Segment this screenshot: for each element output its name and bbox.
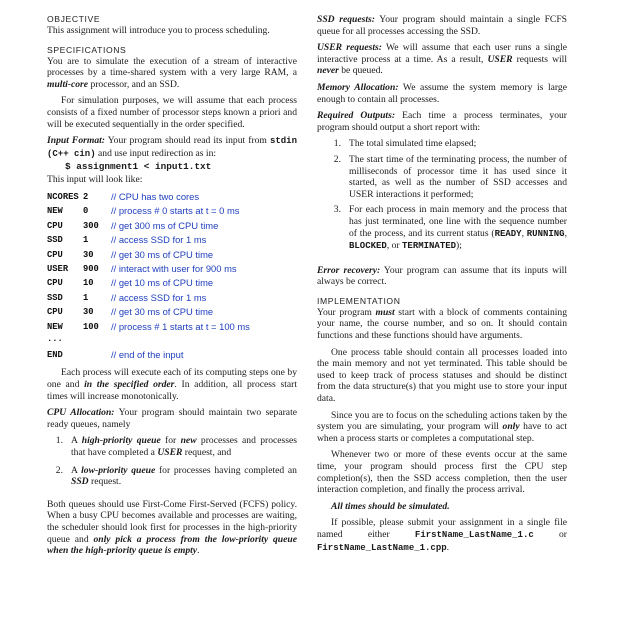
memory-allocation-paragraph: Memory Allocation: We assume the system memory is large enough to contain all processes. <box>317 81 567 105</box>
queue-list <box>47 435 297 487</box>
code-line <box>47 248 297 262</box>
code-end-line <box>47 348 297 362</box>
code-keyword: SSD <box>47 235 63 246</box>
code-number: 100 <box>83 321 99 332</box>
code-number: 0 <box>83 206 89 217</box>
code-line <box>47 262 297 276</box>
user-requests-paragraph: USER requests: We will assume that each user runs a single interactive process at a time. As a result, USER requests will never be queued. <box>317 42 568 77</box>
code-comment: // process # 0 starts at t = 0 ms <box>111 205 240 217</box>
code-keyword: NCORES <box>47 191 79 202</box>
submission-paragraph: If possible, please submit your assignment in a single file named either FirstName_LastName_1.c or FirstName_LastName_1.cpp. <box>317 517 567 553</box>
spec-paragraph-1: You are to simulate the execution of a stream of interactive processes by a time-shared system with a very large RAM, a multi-core processor, and an SSD. <box>47 55 297 90</box>
left-column <box>47 14 297 557</box>
code-line <box>47 291 297 305</box>
code-number: 30 <box>83 249 94 260</box>
code-line <box>47 190 297 204</box>
code-comment: // access SSD for 1 ms <box>111 291 207 303</box>
implementation-heading: IMPLEMENTATION <box>317 295 401 306</box>
cpu-allocation-paragraph: CPU Allocation: Your program should maintain two separate ready queues, namely <box>47 407 297 430</box>
specifications-heading: SPECIFICATIONS <box>47 44 127 55</box>
code-keyword: END <box>47 350 63 360</box>
output-list-item: 3. For each process in main memory and the process that has just terminated, one line with the sequence number of the process, and its current status (READY, RUNNING, BLOCKED, or TERMINATED); <box>333 204 567 252</box>
code-comment: // process # 1 starts at t = 100 ms <box>111 320 250 332</box>
queue-list-item: 1. A high-priority queue for new processes and processes that have completed a USER request, and <box>55 435 297 458</box>
code-keyword: CPU <box>47 220 63 231</box>
code-comment: // access SSD for 1 ms <box>111 234 207 246</box>
all-times-simulated: All times should be simulated. <box>331 500 450 512</box>
error-recovery-paragraph: Error recovery: Your program can assume that its inputs will always be correct. <box>317 264 567 288</box>
code-number: 900 <box>83 263 99 274</box>
input-code-block <box>47 190 297 362</box>
required-outputs-paragraph: Required Outputs: Each time a process terminates, your program should output a short report with: <box>317 110 567 133</box>
code-comment: // get 30 ms of CPU time <box>111 306 214 318</box>
code-line <box>47 204 297 218</box>
code-comment: // get 10 ms of CPU time <box>111 277 214 289</box>
output-list-item: 1. The total simulated time elapsed; <box>333 138 477 150</box>
output-list-item: 2. The start time of the terminating process, the number of milliseconds of processor time it has used since it started, as well as the number of SSD accesses and USER interactions it performed; <box>333 153 567 200</box>
code-line <box>47 276 297 290</box>
code-comment: // interact with user for 900 ms <box>111 262 237 274</box>
code-number: 1 <box>83 235 89 246</box>
code-line <box>47 219 297 233</box>
code-comment: // end of the input <box>111 349 184 360</box>
fcfs-paragraph: Both queues should use First-Come First-Served (FCFS) policy. When a busy CPU becomes available and processes are waiting, the scheduler should look first for processes in the high-priority queue and only pick a process from the low-priority queue when the high-priority queue is empty. <box>47 498 297 557</box>
code-line <box>47 320 297 334</box>
code-number: 1 <box>83 292 89 303</box>
look-like-text: This input will look like: <box>47 174 143 186</box>
code-keyword: CPU <box>47 278 63 289</box>
code-keyword: USER <box>47 263 69 274</box>
code-keyword: NEW <box>47 206 63 217</box>
impl-paragraph-2: One process table should contain all processes loaded into the main memory and not yet terminated. This table should be used to keep track of process statuses and should be distinct from the data structure(s) that you might use to store your input data. <box>317 346 567 405</box>
code-comment: // get 300 ms of CPU time <box>111 219 219 231</box>
code-number: 30 <box>83 307 94 318</box>
impl-paragraph-4: Whenever two or more of these events occur at the same time, your program should process first the CPU step completion(s), then the SSD access completion, then the user interaction completion, and finally the process arrival. <box>317 449 567 496</box>
code-keyword: SSD <box>47 292 63 303</box>
code-number: 10 <box>83 278 94 289</box>
code-line <box>47 233 297 247</box>
outputs-list <box>317 138 567 252</box>
each-process-paragraph: Each process will execute each of its computing steps one by one and in the specified order. In addition, all process start times will increase monotonically. <box>47 367 297 402</box>
right-column <box>317 14 567 554</box>
spec-paragraph-2: For simulation purposes, we will assume that each process consists of a fixed number of processor steps known a priori and will be executed sequentially in the order specified. <box>47 95 297 130</box>
impl-paragraph-3: Since you are to focus on the scheduling actions taken by the system you are simulating, your program will only have to act when a process starts or completes a computational step. <box>317 409 567 444</box>
code-keyword: NEW <box>47 321 63 332</box>
command-line: $ assignment1 < input1.txt <box>65 161 212 173</box>
code-keyword: CPU <box>47 307 63 318</box>
code-line <box>47 305 297 319</box>
queue-list-item: 2. A low-priority queue for processes having completed an SSD request. <box>55 464 297 488</box>
code-comment: // CPU has two cores <box>111 190 200 202</box>
impl-paragraph-1: Your program must start with a block of comments containing your name, the course number, and so on. It should contain functions and these functions should have arguments. <box>317 306 568 342</box>
objective-heading: OBJECTIVE <box>47 14 101 24</box>
code-ellipsis: ... <box>47 334 63 344</box>
code-number: 2 <box>83 191 89 202</box>
input-format-paragraph: Input Format: Your program should read its input from stdin (C++ cin) and use input redirection as in: <box>47 135 297 159</box>
code-comment: // get 30 ms of CPU time <box>111 248 214 260</box>
ssd-requests-paragraph: SSD requests: Your program should maintain a single FCFS queue for all processes accessing the SSD. <box>317 14 567 37</box>
objective-text: This assignment will introduce you to process scheduling. <box>47 25 270 36</box>
code-keyword: CPU <box>47 249 63 260</box>
code-number: 300 <box>83 220 99 231</box>
